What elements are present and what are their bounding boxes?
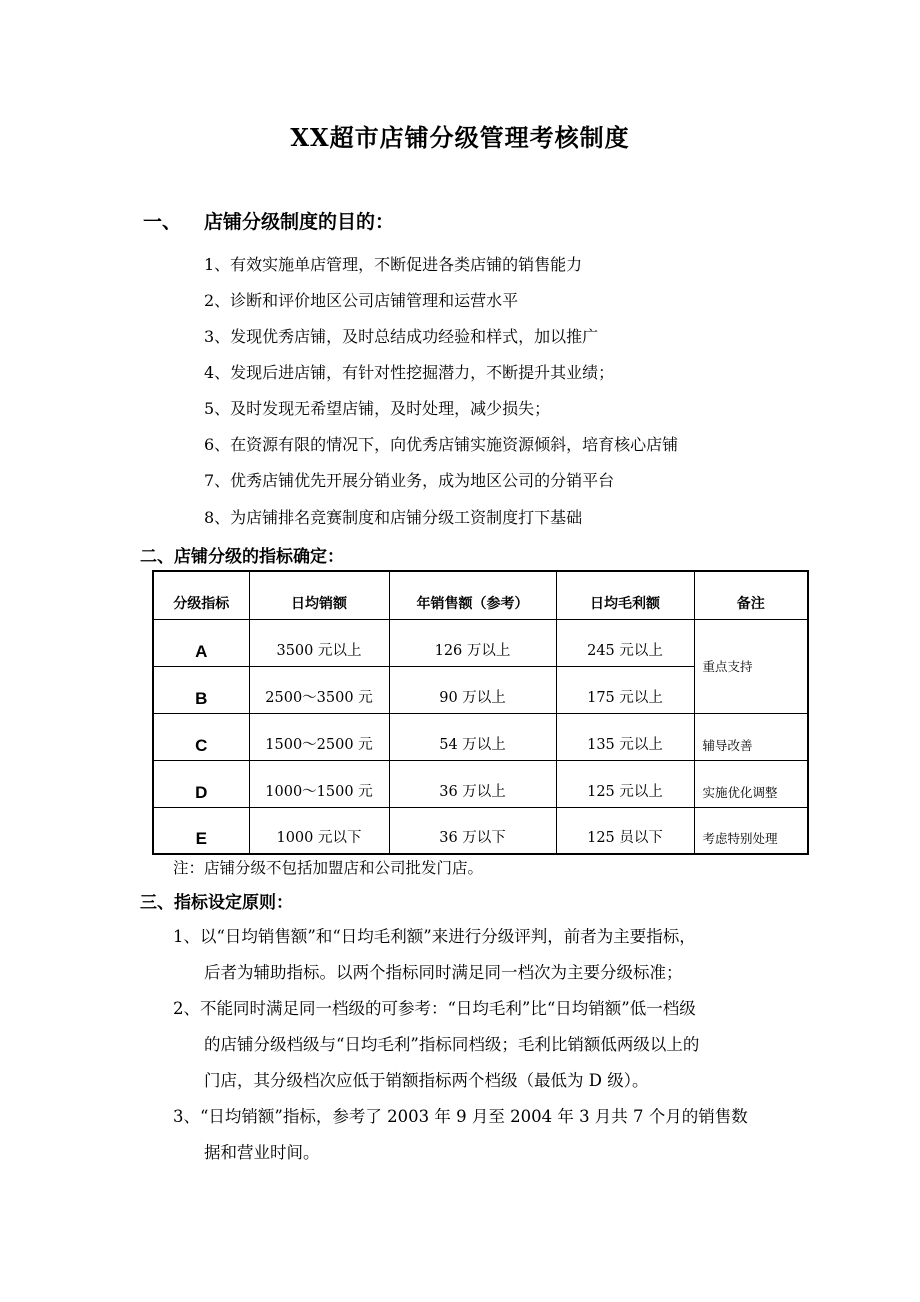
list-item: 5、及时发现无希望店铺，及时处理，减少损失； (204, 399, 551, 418)
list-item: 6、在资源有限的情况下，向优秀店铺实施资源倾斜，培育核心店铺 (204, 435, 679, 454)
daily-profit-cell: 245 元以上 (556, 619, 694, 666)
level-cell: D (153, 760, 249, 807)
list-item: 7、优秀店铺优先开展分销业务，成为地区公司的分销平台 (204, 471, 615, 490)
paragraph-3-line-2: 据和营业时间。 (204, 1143, 320, 1162)
annual-sales-cell: 90 万以上 (389, 666, 556, 713)
section1-number: 一、 (143, 211, 182, 233)
remark-cell: 辅导改善 (694, 713, 808, 760)
table-row (153, 807, 808, 854)
level-cell: B (153, 666, 249, 713)
table-header-cell: 日均毛利额 (556, 571, 694, 619)
daily-sales-cell: 3500 元以上 (249, 619, 389, 666)
paragraph-2-line-3: 门店，其分级档次应低于销额指标两个档级（最低为 D 级）。 (204, 1071, 649, 1090)
annual-sales-cell: 54 万以上 (389, 713, 556, 760)
table-row (153, 619, 808, 666)
document-title: XX超市店铺分级管理考核制度 (290, 123, 630, 152)
table-row (153, 760, 808, 807)
table-header-cell: 年销售额（参考） (389, 571, 556, 619)
daily-sales-cell: 1000～1500 元 (249, 760, 389, 807)
annual-sales-cell: 36 万以上 (389, 760, 556, 807)
table-note: 注：店铺分级不包括加盟店和公司批发门店。 (173, 859, 484, 877)
level-cell: A (153, 619, 249, 666)
paragraph-1-line-1: 1、以“日均销售额”和“日均毛利额”来进行分级评判，前者为主要指标， (173, 927, 696, 946)
table-row (153, 713, 808, 760)
daily-profit-cell: 125 员以下 (556, 807, 694, 854)
list-item: 8、为店铺排名竞赛制度和店铺分级工资制度打下基础 (204, 508, 583, 527)
daily-sales-cell: 1500～2500 元 (249, 713, 389, 760)
remark-cell: 实施优化调整 (694, 760, 808, 807)
table-header-row (153, 571, 808, 619)
list-item: 4、发现后进店铺，有针对性挖掘潜力，不断提升其业绩； (204, 363, 615, 382)
paragraph-2-line-2: 的店铺分级档级与“日均毛利”指标同档级；毛利比销额低两级以上的 (204, 1035, 700, 1054)
paragraph-2-line-1: 2、不能同时满足同一档级的可参考：“日均毛利”比“日均销额”低一档级 (173, 999, 696, 1018)
daily-sales-cell: 2500～3500 元 (249, 666, 389, 713)
table-header-cell: 备注 (694, 571, 808, 619)
paragraph-3-line-1: 3、“日均销额”指标，参考了 2003 年 9 月至 2004 年 3 月共 7 个月的销售数 (173, 1107, 748, 1126)
paragraph-1-line-2: 后者为辅助指标。以两个指标同时满足同一档次为主要分级标准； (204, 963, 683, 982)
section1-heading: 店铺分级制度的目的： (204, 211, 395, 233)
annual-sales-cell: 126 万以上 (389, 619, 556, 666)
daily-profit-cell: 125 元以上 (556, 760, 694, 807)
daily-profit-cell: 135 元以上 (556, 713, 694, 760)
list-item: 1、有效实施单店管理，不断促进各类店铺的销售能力 (204, 255, 583, 274)
list-item: 2、诊断和评价地区公司店铺管理和运营水平 (204, 291, 519, 310)
table-header-cell: 分级指标 (153, 571, 249, 619)
grading-table (152, 570, 809, 855)
level-cell: C (153, 713, 249, 760)
remark-cell: 重点支持 (694, 619, 808, 713)
level-cell: E (153, 807, 249, 854)
daily-profit-cell: 175 元以上 (556, 666, 694, 713)
daily-sales-cell: 1000 元以下 (249, 807, 389, 854)
annual-sales-cell: 36 万以下 (389, 807, 556, 854)
table-header-cell: 日均销额 (249, 571, 389, 619)
remark-cell: 考虑特别处理 (694, 807, 808, 854)
section3-heading: 三、指标设定原则： (140, 893, 293, 913)
list-item: 3、发现优秀店铺，及时总结成功经验和样式，加以推广 (204, 327, 599, 346)
section2-heading: 二、店铺分级的指标确定： (140, 547, 344, 567)
